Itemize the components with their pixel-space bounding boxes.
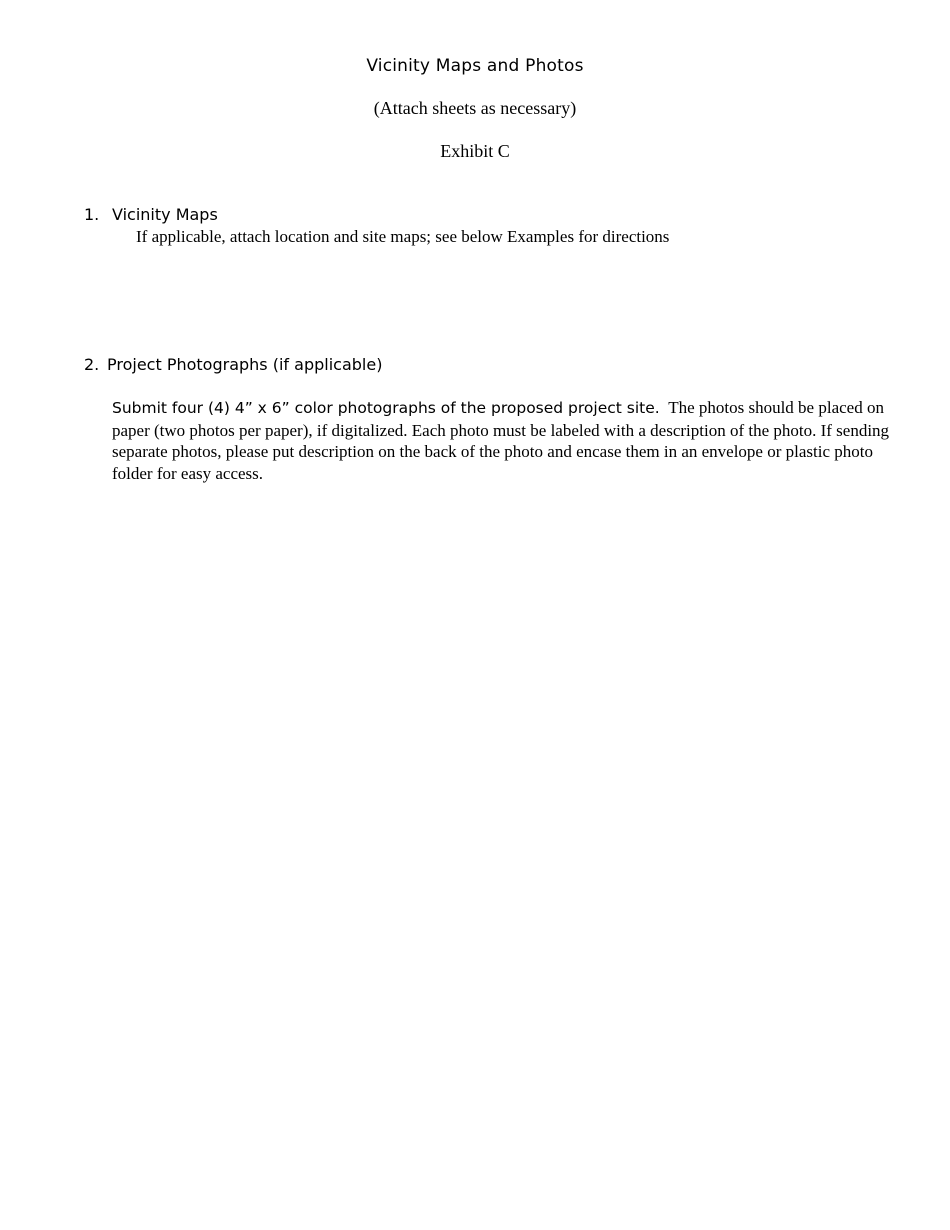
exhibit-label: Exhibit C — [440, 141, 510, 161]
photographs-instructions — [112, 397, 902, 484]
vicinity-maps-instructions: If applicable, attach location and site maps; see below Examples for directions — [136, 227, 670, 246]
section-number: 1. — [84, 205, 100, 224]
section-number: 2. — [84, 355, 100, 374]
section-title: Vicinity Maps — [112, 205, 218, 224]
photographs-body-text: The photos should be placed on paper (two photos per paper), if digitalized. Each photo must be labeled with a description of the photo. If sending separate photos, please put description on the back of the photo and encase them in an envelope or plastic photo folder for easy access. — [112, 398, 890, 483]
section-heading-project-photographs — [84, 355, 382, 374]
page-title: Vicinity Maps and Photos — [366, 56, 584, 76]
photographs-lead-sentence: Submit four (4) 4” x 6” color photographs of the proposed project site. — [112, 399, 660, 417]
page-subtitle: (Attach sheets as necessary) — [373, 98, 577, 118]
section-heading-vicinity-maps — [84, 205, 218, 224]
section-title: Project Photographs (if applicable) — [107, 355, 383, 374]
